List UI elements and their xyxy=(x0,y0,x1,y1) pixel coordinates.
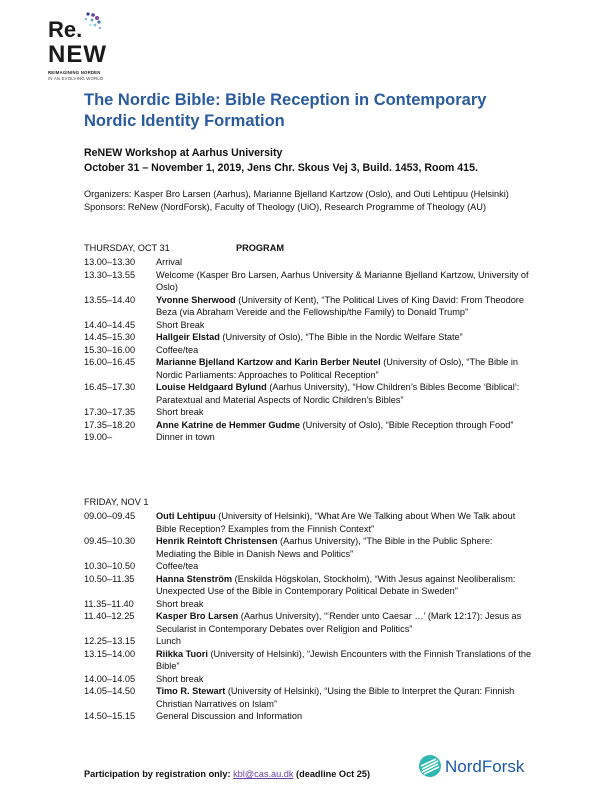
schedule-row xyxy=(84,319,534,332)
session-time: 16.45–17.30 xyxy=(84,382,136,392)
session-description xyxy=(156,331,534,344)
registration-prefix: Participation by registration only: xyxy=(84,769,234,779)
session-description xyxy=(156,535,534,560)
session-description xyxy=(156,294,534,319)
session-text: (Aarhus University), “How Children’s Bibles Become ‘Biblical’: Paratextual and Material Aspects of Nordic Children’s Bibles” xyxy=(156,382,520,405)
session-time: 14.40–14.45 xyxy=(84,319,136,330)
session-time: 17.35–18.20 xyxy=(84,419,136,430)
session-speaker: Anne Katrine de Hemmer Gudme xyxy=(156,419,300,430)
session-description xyxy=(156,431,534,444)
session-description xyxy=(156,419,534,432)
nordforsk-logo xyxy=(418,752,528,782)
schedule-row xyxy=(84,294,534,319)
workshop-name: ReNEW Workshop at Aarhus University xyxy=(84,147,283,159)
schedule-row xyxy=(84,685,534,710)
session-time: 16.00–16.45 xyxy=(84,357,136,367)
sponsors-text: Sponsors: ReNew (NordForsk), Faculty of Theology (UiO), Research Programme of Theology (AU) xyxy=(84,201,487,212)
program-label: PROGRAM xyxy=(236,243,284,253)
session-time: 15.30–16.00 xyxy=(84,344,136,355)
session-description xyxy=(156,685,534,710)
session-description xyxy=(156,560,534,573)
session-text: (University of Oslo), “Bible Reception through Food” xyxy=(299,419,514,430)
schedule-row xyxy=(84,610,534,635)
session-speaker: Marianne Bjelland Kartzow and Karin Berber Neutel xyxy=(156,357,381,367)
session-description xyxy=(156,610,534,635)
logo-tagline-1: REIMAGINING NORDEN xyxy=(48,70,101,75)
session-description xyxy=(156,269,534,294)
session-description xyxy=(156,344,534,357)
organizers-sponsors xyxy=(84,188,534,213)
session-description xyxy=(156,510,534,535)
session-time: 09.00–09.45 xyxy=(84,511,136,521)
session-time: 11.40–12.25 xyxy=(84,611,135,621)
session-description xyxy=(156,256,534,269)
schedule-row xyxy=(84,598,534,611)
session-text: (University of Oslo), “The Bible in Nordic Parliaments: Approaches to Political Reception” xyxy=(156,357,518,380)
session-speaker: Riikka Tuori xyxy=(156,648,208,659)
session-description xyxy=(156,648,534,673)
session-time: 14.50–15.15 xyxy=(84,711,136,721)
schedule-row xyxy=(84,510,534,535)
session-time: 14.00–14.05 xyxy=(84,673,136,684)
nordforsk-wordmark: NordForsk xyxy=(445,757,525,776)
session-speaker: Outi Lehtipuu xyxy=(156,511,216,521)
session-description xyxy=(156,598,534,611)
document-title: The Nordic Bible: Bible Reception in Contemporary Nordic Identity Formation xyxy=(84,91,487,130)
session-time: 11.35–11.40 xyxy=(84,598,134,609)
session-speaker: Timo R. Stewart xyxy=(156,686,226,696)
session-description xyxy=(156,673,534,686)
schedule-row xyxy=(84,356,534,381)
registration-suffix: (deadline Oct 25) xyxy=(293,769,371,779)
session-text: (Enskilda Högskolan, Stockholm), “With Jesus against Neoliberalism: Unexpected Use of the Bible in Contemporary Political Debate in Sweden” xyxy=(156,573,516,596)
session-text: Dinner in town xyxy=(156,432,215,442)
session-time: 17.30–17.35 xyxy=(84,407,136,417)
schedule-row xyxy=(84,710,534,723)
session-text: (University of Kent), “The Political Lives of King David: From Theodore Beza (via Abraham Vereide and the Fellowship/the Family) to Donald Trump” xyxy=(156,294,524,317)
session-time: 14.05–14.50 xyxy=(84,686,136,696)
session-text: (University of Helsinki), “What Are We Talking about When We Talk about Bible Reception? Examples from the Finnish Context” xyxy=(156,511,516,534)
session-description xyxy=(156,319,534,332)
schedule-row xyxy=(84,406,534,419)
session-text: (University of Oslo), “The Bible in the Nordic Welfare State” xyxy=(219,332,463,342)
session-text: Short Break xyxy=(156,319,205,330)
schedule-row xyxy=(84,256,534,269)
day-2-heading-row xyxy=(84,497,149,507)
day-1-heading: THURSDAY, OCT 31 xyxy=(84,243,170,253)
session-text: Lunch xyxy=(156,636,182,646)
session-time: 13.00–13.30 xyxy=(84,257,136,267)
day-1-schedule xyxy=(84,256,534,444)
session-text: (Aarhus University), “The Bible in the Public Sphere: Mediating the Bible in Danish News and Politics” xyxy=(156,536,493,559)
session-description xyxy=(156,635,534,648)
schedule-row xyxy=(84,648,534,673)
schedule-row xyxy=(84,673,534,686)
session-text: Coffee/tea xyxy=(156,344,199,355)
schedule-row xyxy=(84,331,534,344)
session-text: (University of Helsinki), “Using the Bible to Interpret the Quran: Finnish Christian Narratives on Islam” xyxy=(156,686,515,709)
day-2-schedule xyxy=(84,510,534,723)
day-1-heading-row xyxy=(84,243,284,253)
schedule-row xyxy=(84,381,534,406)
registration-email-link[interactable]: kbl@cas.au.dk xyxy=(233,769,294,779)
schedule-row xyxy=(84,635,534,648)
session-time: 12.25–13.15 xyxy=(84,636,136,646)
session-text: (Aarhus University), “‘Render unto Caesar …’ (Mark 12:17): Jesus as Secularist in Contemporary Debates over Religion and Politics” xyxy=(156,611,522,634)
renew-logo xyxy=(48,10,110,82)
registration-note xyxy=(84,769,370,779)
schedule-row xyxy=(84,419,534,432)
session-text: (University of Helsinki), “Jewish Encounters with the Finnish Translations of the Bible” xyxy=(156,648,532,671)
session-text: Short break xyxy=(156,598,204,609)
schedule-row xyxy=(84,431,534,444)
organizers-text: Organizers: Kasper Bro Larsen (Aarhus), Marianne Bjelland Kartzow (Oslo), and Outi Lehtipuu (Helsinki) xyxy=(84,189,509,199)
session-text: General Discussion and Information xyxy=(156,711,303,721)
session-description xyxy=(156,381,534,406)
session-text: Coffee/tea xyxy=(156,561,199,571)
logo-line-2: NEW xyxy=(48,41,107,68)
session-speaker: Kasper Bro Larsen xyxy=(156,611,239,621)
schedule-row xyxy=(84,535,534,560)
session-text: Arrival xyxy=(156,257,183,267)
session-speaker: Louise Heldgaard Bylund xyxy=(156,382,267,392)
session-time: 09.45–10.30 xyxy=(84,536,136,546)
session-time: 13.30–13.55 xyxy=(84,269,136,280)
day-2-heading: FRIDAY, NOV 1 xyxy=(84,497,149,507)
session-description xyxy=(156,356,534,381)
session-speaker: Hanna Stenström xyxy=(156,573,233,584)
logo-line-1: Re. xyxy=(48,17,83,42)
session-time: 10.50–11.35 xyxy=(84,573,135,584)
session-time: 13.15–14.00 xyxy=(84,648,136,659)
session-time: 10.30–10.50 xyxy=(84,561,136,571)
session-description xyxy=(156,573,534,598)
nordforsk-mark-icon xyxy=(418,754,442,778)
workshop-date-location: October 31 – November 1, 2019, Jens Chr. Skous Vej 3, Build. 1453, Room 415. xyxy=(84,162,478,174)
session-speaker: Yvonne Sherwood xyxy=(156,294,236,305)
schedule-row xyxy=(84,573,534,598)
logo-tagline-2: IN AN EVOLVING WORLD xyxy=(48,76,104,81)
schedule-row xyxy=(84,344,534,357)
session-description xyxy=(156,406,534,419)
session-time: 14.45–15.30 xyxy=(84,332,136,342)
session-time: 19.00– xyxy=(84,432,113,442)
session-time: 13.55–14.40 xyxy=(84,294,136,305)
session-speaker: Henrik Reintoft Christensen xyxy=(156,536,278,546)
session-text: Welcome (Kasper Bro Larsen, Aarhus University & Marianne Bjelland Kartzow, University of Oslo) xyxy=(156,269,529,292)
schedule-row xyxy=(84,560,534,573)
session-text: Short break xyxy=(156,407,204,417)
session-speaker: Hallgeir Elstad xyxy=(156,332,220,342)
schedule-row xyxy=(84,269,534,294)
session-description xyxy=(156,710,534,723)
session-text: Short break xyxy=(156,673,204,684)
